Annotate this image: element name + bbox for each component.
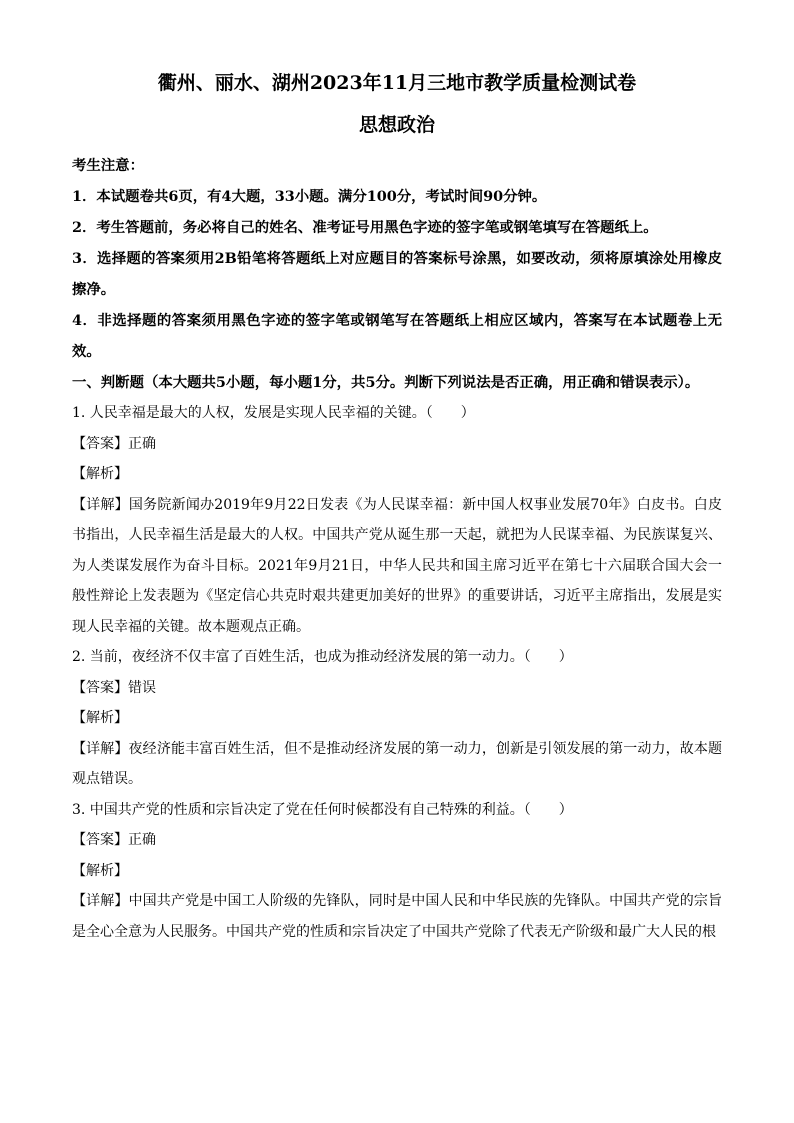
question-2 [72,642,722,795]
answer-value: 正确 [128,832,156,848]
exam-subject: 思想政治 [358,114,435,136]
notice-block [72,150,722,367]
detail-label: 【详解】 [72,496,129,513]
analysis-label: 【解析】 [72,862,128,879]
answer-label: 【答案】 [72,435,128,452]
analysis-label: 【解析】 [72,710,128,726]
detail-label: 【详解】 [72,893,129,909]
exam-page [72,66,722,947]
detail-text: 国务院新闻办2019年9月22日发表《为人民谋幸福：新中国人权事业发展70年》白皮书。白皮书指出，人民幸福生活是最大的人权。中国共产党从诞生那一天起，就把为人民谋幸福、为民族谋复兴、为人类谋发展作为奋斗目标。2021年9月21日，中华人民共和国主席习近平在第七十六届联合国大会一般性辩论上发表题为《坚定信心共克时艰共建更加美好的世界》的重要讲话，习近平主席指出，发展是实现人民幸福的关键。故本题观点正确。 [72,496,722,635]
detail-line [72,886,722,947]
answer-line [72,825,722,856]
question-stem: 2. 当前，夜经济不仅丰富了百姓生活，也成为推动经济发展的第一动力。（ ） [72,649,573,665]
section-title: 一、判断题（本大题共5小题，每小题1分，共5分。判断下列说法是否正确，用正确和错误表示）。 [72,374,700,391]
answer-value: 正确 [128,435,156,452]
analysis-label: 【解析】 [72,466,128,482]
detail-line [72,490,722,643]
notice-heading: 考生注意： [72,157,144,174]
detail-text: 中国共产党是中国工人阶级的先锋队，同时是中国人民和中华民族的先锋队。中国共产党的宗旨是全心全意为人民服务。中国共产党的性质和宗旨决定了中国共产党除了代表无产阶级和最广大人民的根 [72,893,723,940]
answer-label: 【答案】 [72,832,128,848]
notice-item-4: 4．非选择题的答案须用黑色字迹的签字笔或钢笔写在答题纸上相应区域内，答案写在本试题卷上无效。 [72,312,722,360]
question-3 [72,795,722,948]
question-stem: 3. 中国共产党的性质和宗旨决定了党在任何时候都没有自己特殊的利益。（ ） [72,801,573,818]
detail-line [72,734,722,795]
detail-text: 夜经济能丰富百姓生活，但不是推动经济发展的第一动力，创新是引领发展的第一动力，故本题观点错误。 [72,740,723,787]
notice-item-3: 3．选择题的答案须用2B铅笔将答题纸上对应题目的答案标号涂黑，如要改动，须将原填涂处用橡皮擦净。 [72,250,722,298]
answer-label: 【答案】 [72,679,128,696]
answer-line [72,429,722,460]
detail-label: 【详解】 [72,740,129,757]
answer-line [72,673,722,704]
exam-title: 衢州、丽水、湖州2023年11月三地市教学质量检测试卷 [157,72,637,94]
question-stem: 1. 人民幸福是最大的人权，发展是实现人民幸福的关键。（ ） [72,405,475,421]
notice-item-2: 2．考生答题前，务必将自己的姓名、准考证号用黑色字迹的签字笔或钢笔填写在答题纸上。 [72,219,658,236]
question-1 [72,398,722,642]
answer-value: 错误 [128,679,156,696]
notice-item-1: 1．本试题卷共6页，有4大题，33小题。满分100分，考试时间90分钟。 [72,188,547,205]
